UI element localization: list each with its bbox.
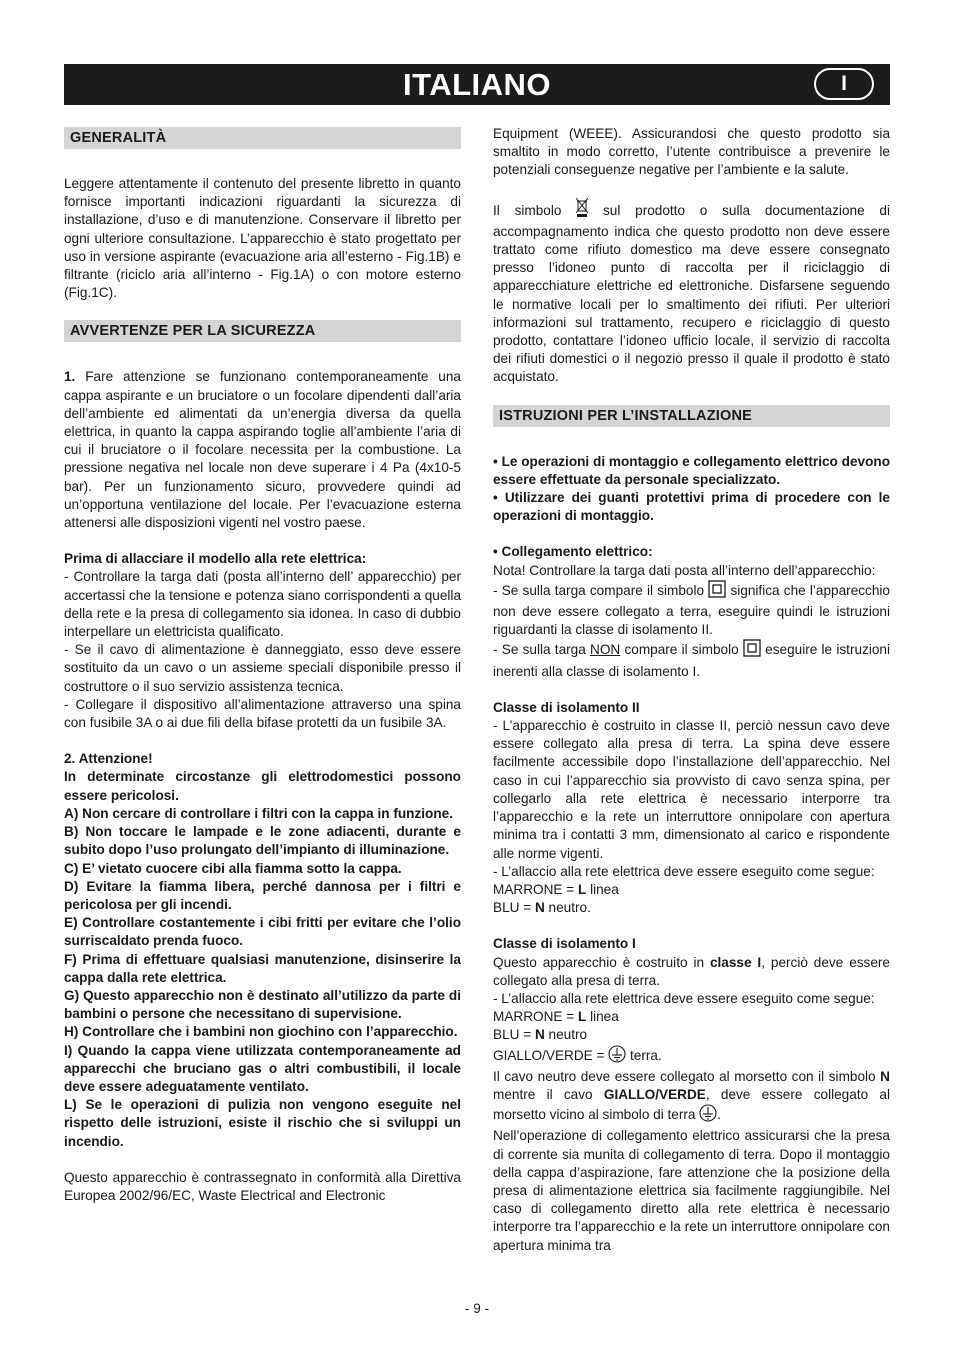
double-insulation-icon	[743, 639, 761, 662]
attention-item-c: C) E’ vietato cuocere cibi alla fiamma sotto la cappa.	[64, 860, 402, 876]
attention-item-l: L) Se le operazioni di pulizia non vengono eseguite nel rispetto delle istruzioni, esiste il rischio che si sviluppi un incendio.	[64, 1097, 461, 1149]
before-connect-item-2: - Se il cavo di alimentazione è danneggiato, esso deve essere sostituito da un cavo o un assieme speciali disponibile presso il costruttore o il suo servizio assistenza tecnica.	[64, 642, 461, 694]
language-header-bar	[64, 64, 890, 105]
electrical-connection-note: Nota! Controllare la targa dati posta all’interno dell’apparecchio:	[493, 562, 876, 578]
earth-ground-icon	[608, 1045, 626, 1068]
class-2-blue-wire: BLU = N neutro.	[493, 900, 591, 916]
class-1-earth-wire: GIALLO/VERDE = terra.	[493, 1045, 890, 1068]
section-heading-safety: AVVERTENZE PER LA SICUREZZA	[64, 320, 461, 342]
weee-paragraph-continued: Equipment (WEEE). Assicurandosi che questo prodotto sia smaltito in modo corretto, l’utente contribuisce a prevenire le potenziali conseguenze negative per l’ambiente e la salute.	[493, 126, 890, 178]
section-heading-general: GENERALITÀ	[64, 127, 461, 149]
warning-1-text: Fare attenzione se funzionano contemporaneamente una cappa aspirante e un bruciatore o un focolare dipendenti dall’aria dell’ambiente ed alimentati da un’energia diversa da quella elettrica, in quanto la cappa aspirando toglie all’ambiente l’aria di cui il bruciatore o il focolare necessita per la combustione. La pressione negativa nel locale non deve superare i 4 Pa (4x10-5 bar). Per un funzionamento sicuro, provvedere quindi ad un’opportuna ventilazione del locale. Per l’evacuazione esterna attenersi alle disposizioni vigenti nel vostro paese.	[64, 369, 461, 531]
class-1-blue-wire: BLU = N neutro	[493, 1027, 588, 1043]
class-1-title: Classe di isolamento I	[493, 936, 636, 952]
section-heading-installation: ISTRUZIONI PER L’INSTALLAZIONE	[493, 405, 890, 427]
page-number: - 9 -	[464, 1301, 490, 1316]
left-column	[64, 127, 461, 1205]
class-2-paragraph-2: - L’allaccio alla rete elettrica deve essere eseguito come segue:	[493, 863, 875, 879]
class-2-title: Classe di isolamento II	[493, 699, 640, 715]
installation-bullet-1: • Le operazioni di montaggio e collegamento elettrico devono essere effettuate da personale specializzato.	[493, 453, 890, 487]
class-1-paragraph-2: - L’allaccio alla rete elettrica deve essere eseguito come segue:	[493, 990, 875, 1006]
installation-bullet-2: • Utilizzare dei guanti protettivi prima di procedere con le operazioni di montaggio.	[493, 490, 890, 524]
weee-symbol-paragraph: Il simbolo sul prodotto o sulla documentazione di accompagnamento indica che questo prodotto non deve essere trattato come rifiuto domestico ma deve essere consegnato presso l’idoneo punto di raccolta per il riciclaggio di apparecchiature elettriche ed elettroniche. Disfarsene seguendo le normative locali per lo smaltimento dei rifiuti. Per ulteriori informazioni sul trattamento, recupero e riciclaggio di questo prodotto, contattare l’idoneo ufficio locale, il servizio di raccolta dei rifiuti domestici o il negozio presso il quale il prodotto è stato acquistato.	[493, 198, 890, 387]
attention-item-f: F) Prima di effettuare qualsiasi manutenzione, disinserire la cappa dalla rete elettrica.	[64, 951, 461, 985]
class-1-brown-wire: MARRONE = L linea	[493, 1009, 619, 1025]
attention-item-a: A) Non cercare di controllare i filtri con la cappa in funzione.	[64, 805, 454, 821]
weee-paragraph-start: Questo apparecchio è contrassegnato in conformità alla Direttiva Europea 2002/96/EC, Waste Electrical and Electronic	[64, 1169, 461, 1203]
earth-ground-icon	[699, 1104, 717, 1127]
attention-item-e: E) Controllare costantemente i cibi fritti per evitare che l’olio surriscaldato prenda fuoco.	[64, 915, 461, 949]
class-2-paragraph-1: - L’apparecchio è costruito in classe II, perciò nessun cavo deve essere collegato alla presa di terra. La spina deve essere facilmente accessibile dopo l’installazione dell’apparecchio. Nel caso in cui l’apparecchio sia provvisto di cavo senza spina, per collegarlo alla rete elettrica è necessario interporre tra l’apparecchio e la rete un interruttore onnipolare con apertura minima tra i contatti 3 mm, dimensionato al carico e rispondente alle norme vigenti.	[493, 718, 890, 861]
before-connect-item-1: - Controllare la targa dati (posta all’interno dell’ apparecchio) per accertassi che la tensione e potenza siano corrispondenti a quella della rete e la presa di collegamento sia idonea. In caso di dubbio interpellare un elettricista qualificato.	[64, 569, 461, 640]
general-paragraph: Leggere attentamente il contenuto del presente libretto in quanto fornisce importanti indicazioni riguardanti la sicurezza di installazione, d’uso e di manutenzione. Conservare il libretto per ogni ulteriore consultazione. L’apparecchio è stato progettato per uso in versione aspirante (evacuazione aria all’esterno - Fig.1B) e filtrante (riciclo aria all’interno - Fig.1A) o con motore esterno (Fig.1C).	[64, 176, 461, 301]
attention-item-h: H) Controllare che i bambini non giochino con l’apparecchio.	[64, 1024, 458, 1040]
warning-1-number: 1.	[64, 369, 76, 385]
class-1-paragraph-4: Nell’operazione di collegamento elettrico assicurarsi che la presa di corrente sia munita di collegamento di terra. Dopo il montaggio della cappa d’aspirazione, fare attenzione che la posizione della presa di alimentazione elettrica sia facilmente raggiungibile. Nel caso di collegamento diretto alla rete elettrica è necessario interporre tra l’apparecchio e la rete un interruttore onnipolare con apertura minima tra	[493, 1128, 890, 1253]
attention-item-g: G) Questo apparecchio non è destinato all’utilizzo da parte di bambini o persone che necessitano di supervisione.	[64, 987, 461, 1022]
electrical-connection-item-2: - Se sulla targa NON compare il simbolo eseguire le istruzioni inerenti alla classe di isolamento I.	[493, 639, 890, 680]
page-title: ITALIANO	[402, 67, 552, 102]
right-column	[493, 125, 890, 1255]
attention-title: 2. Attenzione!	[64, 751, 153, 767]
class-1-paragraph-3: Il cavo neutro deve essere collegato al morsetto con il simbolo N mentre il cavo GIALLO/VERDE, deve essere collegato al morsetto vicino al simbolo di terra .	[493, 1068, 890, 1128]
double-insulation-icon	[708, 580, 726, 603]
attention-item-d: D) Evitare la fiamma libera, perché dannosa per i filtri e pericolosa per gli incendi.	[64, 878, 461, 912]
class-1-paragraph-1: Questo apparecchio è costruito in classe I, perciò deve essere collegato alla presa di terra.	[493, 954, 890, 988]
attention-item-b: B) Non toccare le lampade e le zone adiacenti, durante e subito dopo l’uso prolungato dell’impianto di illuminazione.	[64, 824, 461, 858]
class-2-brown-wire: MARRONE = L linea	[493, 881, 619, 897]
before-connect-item-3: - Collegare il dispositivo all’alimentazione attraverso una spina con fusibile 3A o ai due fili della bifase protetti da un fusibile 3A.	[64, 696, 461, 731]
electrical-connection-item-1: - Se sulla targa compare il simbolo significa che l’apparecchio non deve essere collegato a terra, eseguire quindi le istruzioni riguardanti la classe di isolamento II.	[493, 580, 890, 640]
language-code-badge: I	[814, 68, 874, 100]
attention-item-i: I) Quando la cappa viene utilizzata contemporaneamente ad apparecchi che bruciano gas o altri combustibili, il locale deve essere adeguatamente ventilato.	[64, 1042, 461, 1094]
warning-1-paragraph	[64, 368, 461, 532]
attention-intro: In determinate circostanze gli elettrodomestici possono essere pericolosi.	[64, 769, 461, 803]
crossed-bin-icon	[576, 198, 588, 223]
before-connect-title: Prima di allacciare il modello alla rete elettrica:	[64, 551, 367, 567]
electrical-connection-title: • Collegamento elettrico:	[493, 544, 653, 560]
